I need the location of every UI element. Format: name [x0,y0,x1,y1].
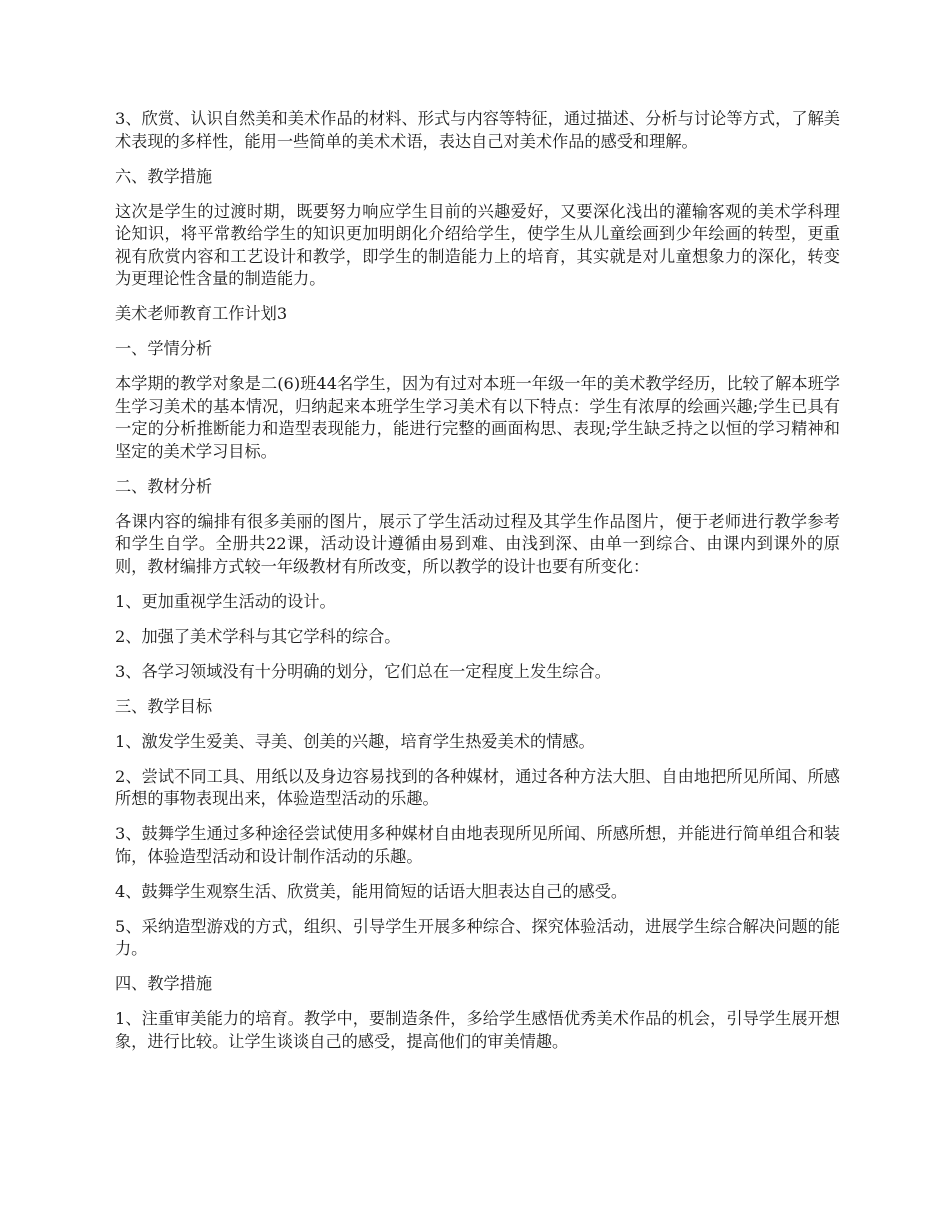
list-item-textbook-3: 3、各学习领域没有十分明确的划分，它们总在一定程度上发生综合。 [115,661,611,681]
list-item-goal-5: 5、采纳造型游戏的方式，组织、引导学生开展多种综合、探究体验活动，进展学生综合解决问题的能力。 [115,916,840,958]
list-item-textbook-2: 2、加强了美术学科与其它学科的综合。 [115,626,401,646]
heading-textbook-analysis: 二、教材分析 [115,476,213,496]
heading-plan-3: 美术老师教育工作计划3 [115,304,288,323]
heading-student-analysis: 一、学情分析 [115,339,213,358]
list-item-goal-4: 4、鼓舞学生观察生活、欣赏美，能用简短的话语大胆表达自己的感受。 [115,881,628,901]
paragraph-transition-period: 这次是学生的过渡时期，既要努力响应学生目前的兴趣爱好，又要深化浅出的灌输客观的美术学科理论知识，将平常教给学生的知识更加明朗化介绍给学生，使学生从儿童绘画到少年绘画的转型，更重视有欣赏内容和工艺设计和教学，即学生的制造能力上的培育，其实就是对儿童想象力的深化，转变为更理论性含量的制造能力。 [115,201,840,288]
heading-teaching-measures-6: 六、教学措施 [115,166,213,186]
heading-teaching-goals: 三、教学目标 [115,696,213,716]
list-item-goal-3: 3、鼓舞学生通过多种途径尝试使用多种媒材自由地表现所见所闻、所感所想，并能进行简单组合和装饰，体验造型活动和设计制作活动的乐趣。 [115,824,840,866]
list-item-goal-1: 1、激发学生爱美、寻美、创美的兴趣，培育学生热爱美术的情感。 [115,731,595,751]
paragraph-appreciation-goal: 3、欣赏、认识自然美和美术作品的材料、形式与内容等特征，通过描述、分析与讨论等方式，了解美术表现的多样性，能用一些简单的美术术语，表达自己对美术作品的感受和理解。 [115,109,840,151]
heading-teaching-measures-4: 四、教学措施 [115,974,213,993]
paragraph-textbook-analysis: 各课内容的编排有很多美丽的图片，展示了学生活动过程及其学生作品图片，便于老师进行教学参考和学生自学。全册共22课，活动设计遵循由易到难、由浅到深、由单一到综合、由课内到课外的原则，教材编排方式较一年级教材有所改变，所以教学的设计也要有所变化： [115,511,840,576]
list-item-textbook-1: 1、更加重视学生活动的设计。 [115,591,336,611]
document-page [115,108,840,1066]
list-item-measure-1: 1、注重审美能力的培育。教学中，要制造条件，多给学生感悟优秀美术作品的机会，引导学生展开想象，进行比较。让学生谈谈自己的感受，提高他们的审美情趣。 [115,1009,840,1051]
paragraph-student-analysis: 本学期的教学对象是二(6)班44名学生，因为有过对本班一年级一年的美术教学经历，比较了解本班学生学习美术的基本情况，归纳起来本班学生学习美术有以下特点：学生有浓厚的绘画兴趣;学生已具有一定的分析推断能力和造型表现能力，能进行完整的画面构思、表现;学生缺乏持之以恒的学习精神和坚定的美术学习目标。 [115,374,840,461]
list-item-goal-2: 2、尝试不同工具、用纸以及身边容易找到的各种媒材，通过各种方法大胆、自由地把所见所闻、所感所想的事物表现出来，体验造型活动的乐趣。 [115,766,840,808]
